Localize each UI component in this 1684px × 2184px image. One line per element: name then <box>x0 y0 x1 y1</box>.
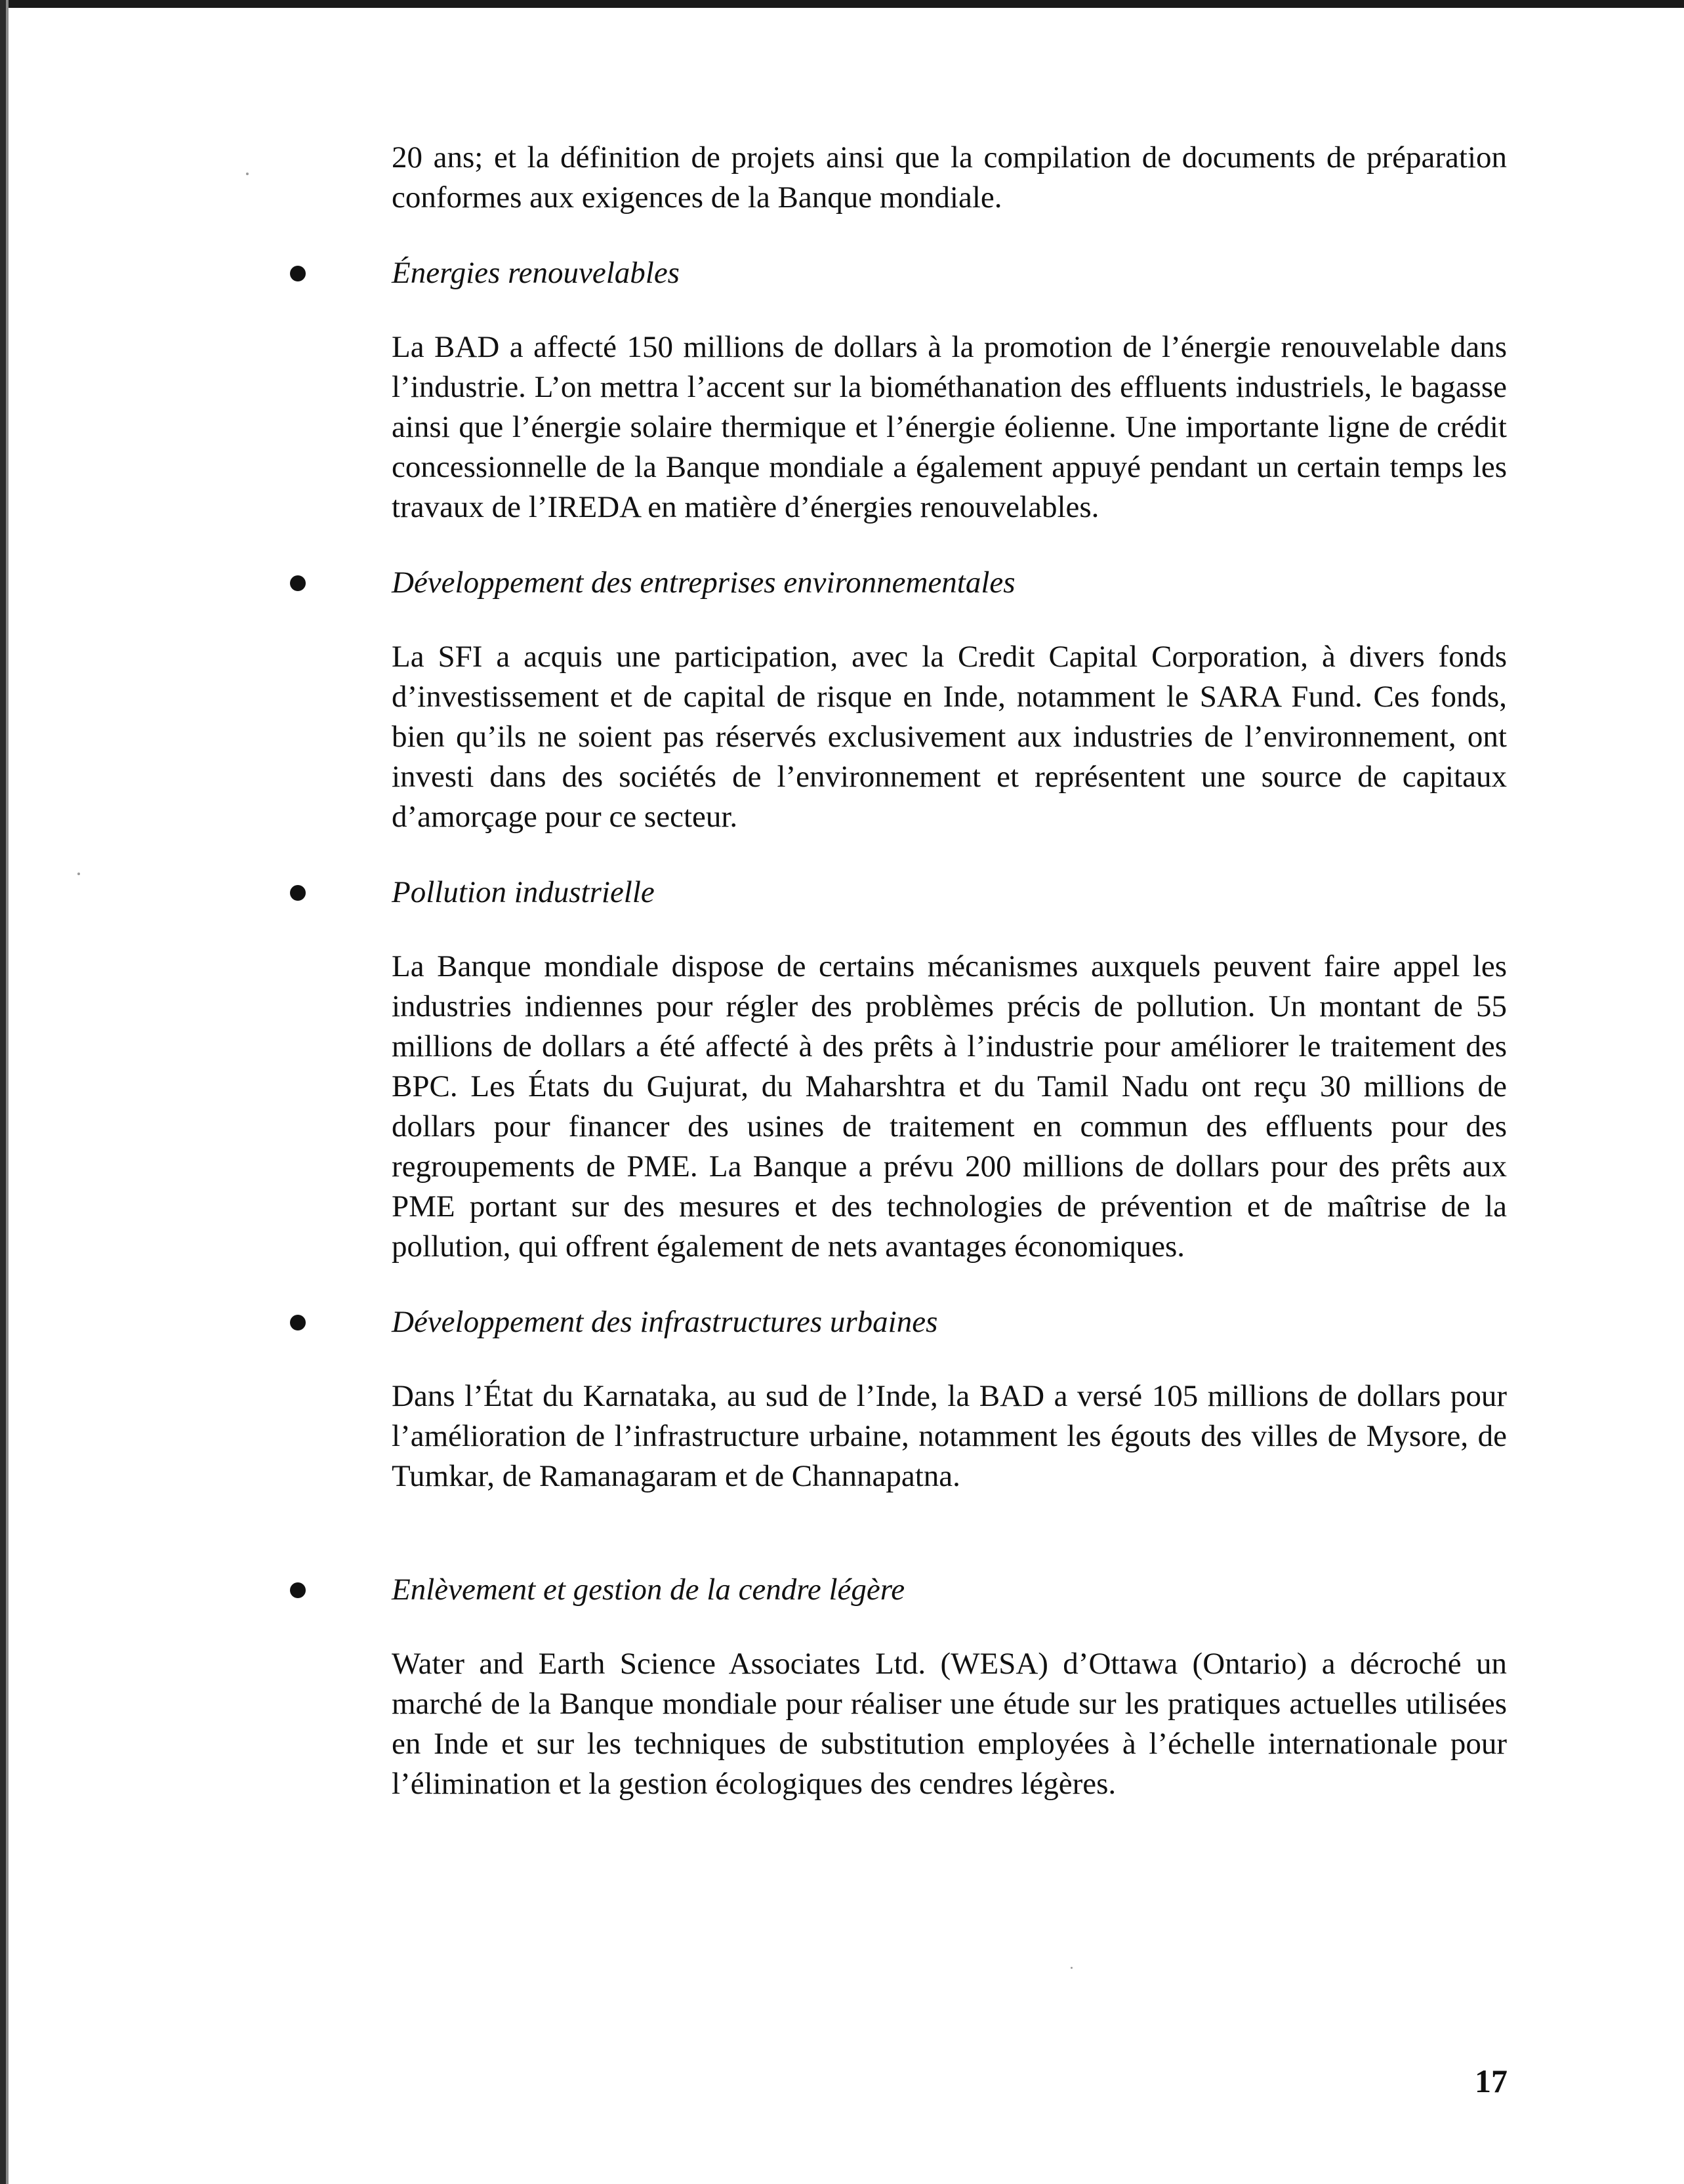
section-heading <box>392 873 1507 913</box>
bullet-icon <box>290 1582 306 1598</box>
section-heading <box>392 1302 1507 1342</box>
scan-edge-top <box>0 0 1684 8</box>
section-body: La Banque mondiale dispose de certains mécanismes auxquels peuvent faire appel les industries indiennes pour régler des problèmes précis de pollution. Un montant de 55 millions de dollars a été affecté à des prêts à l’industrie pour améliorer le traitement des BPC. Les États du Gujurat, du Maharshtra et du Tamil Nadu ont reçu 30 millions de dollars pour financer des usines de traitement en commun des effluents pour des regroupements de PME. La Banque a prévu 200 millions de dollars pour des prêts aux PME portant sur des mesures et des technologies de prévention et de maîtrise de la pollution, qui offrent également de nets avantages économiques. <box>392 949 1507 1264</box>
section-heading <box>392 563 1507 603</box>
section-heading-text: Pollution industrielle <box>392 875 655 909</box>
section-entreprises-environnementales <box>392 563 1507 837</box>
section-infrastructures-urbaines <box>392 1302 1507 1496</box>
section-body: La SFI a acquis une participation, avec la Credit Capital Corporation, à divers fonds d’investissement et de capital de risque en Inde, notamment le SARA Fund. Ces fonds, bien qu’ils ne soient pas réservés exclusivement aux industries de l’environnement, ont investi dans des sociétés de l’environnement et représentent une source de capitaux d’amorçage pour ce secteur. <box>392 640 1507 834</box>
section-body: Water and Earth Science Associates Ltd. (WESA) d’Ottawa (Ontario) a décroché un marché de la Banque mondiale pour réaliser une étude sur les pratiques actuelles utilisées en Inde et sur les techniques de substitution employées à l’échelle internationale pour l’élimination et la gestion écologiques des cendres légères. <box>392 1647 1507 1801</box>
section-body: Dans l’État du Karnataka, au sud de l’Inde, la BAD a versé 105 millions de dollars pour l’amélioration de l’infrastructure urbaine, notamment les égouts des villes de Mysore, de Tumkar, de Ramanagaram et de Channapatna. <box>392 1379 1507 1493</box>
scan-speck <box>77 873 80 875</box>
scan-edge-left-shadow <box>6 0 9 2184</box>
section-heading-text: Développement des entreprises environnementales <box>392 566 1016 600</box>
scan-speck <box>1071 1967 1073 1969</box>
section-heading <box>392 1570 1507 1610</box>
page-number: 17 <box>1475 2063 1508 2099</box>
bullet-icon <box>290 885 306 901</box>
scan-speck <box>246 173 249 175</box>
intro-paragraph: 20 ans; et la définition de projets ainsi que la compilation de documents de préparation conformes aux exigences de la Banque mondiale. <box>392 140 1507 215</box>
section-heading <box>392 253 1507 293</box>
section-body: La BAD a affecté 150 millions de dollars à la promotion de l’énergie renouvelable dans l’industrie. L’on mettra l’accent sur la biométhanation des effluents industriels, le bagasse ainsi que l’énergie solaire thermique et l’énergie éolienne. Une importante ligne de crédit concessionnelle de la Banque mondiale a également appuyé pendant un certain temps les travaux de l’IREDA en matière d’énergies renouvelables. <box>392 330 1507 524</box>
section-heading-text: Développement des infrastructures urbaines <box>392 1305 938 1339</box>
scan-edge-left <box>0 0 6 2184</box>
section-heading-text: Énergies renouvelables <box>392 256 680 290</box>
document-page <box>392 138 1507 1804</box>
section-cendre-legere <box>392 1570 1507 1804</box>
bullet-icon <box>290 1315 306 1330</box>
section-heading-text: Enlèvement et gestion de la cendre légère <box>392 1573 905 1607</box>
bullet-icon <box>290 575 306 591</box>
section-pollution-industrielle <box>392 873 1507 1267</box>
bullet-icon <box>290 266 306 281</box>
section-energies-renouvelables <box>392 253 1507 527</box>
